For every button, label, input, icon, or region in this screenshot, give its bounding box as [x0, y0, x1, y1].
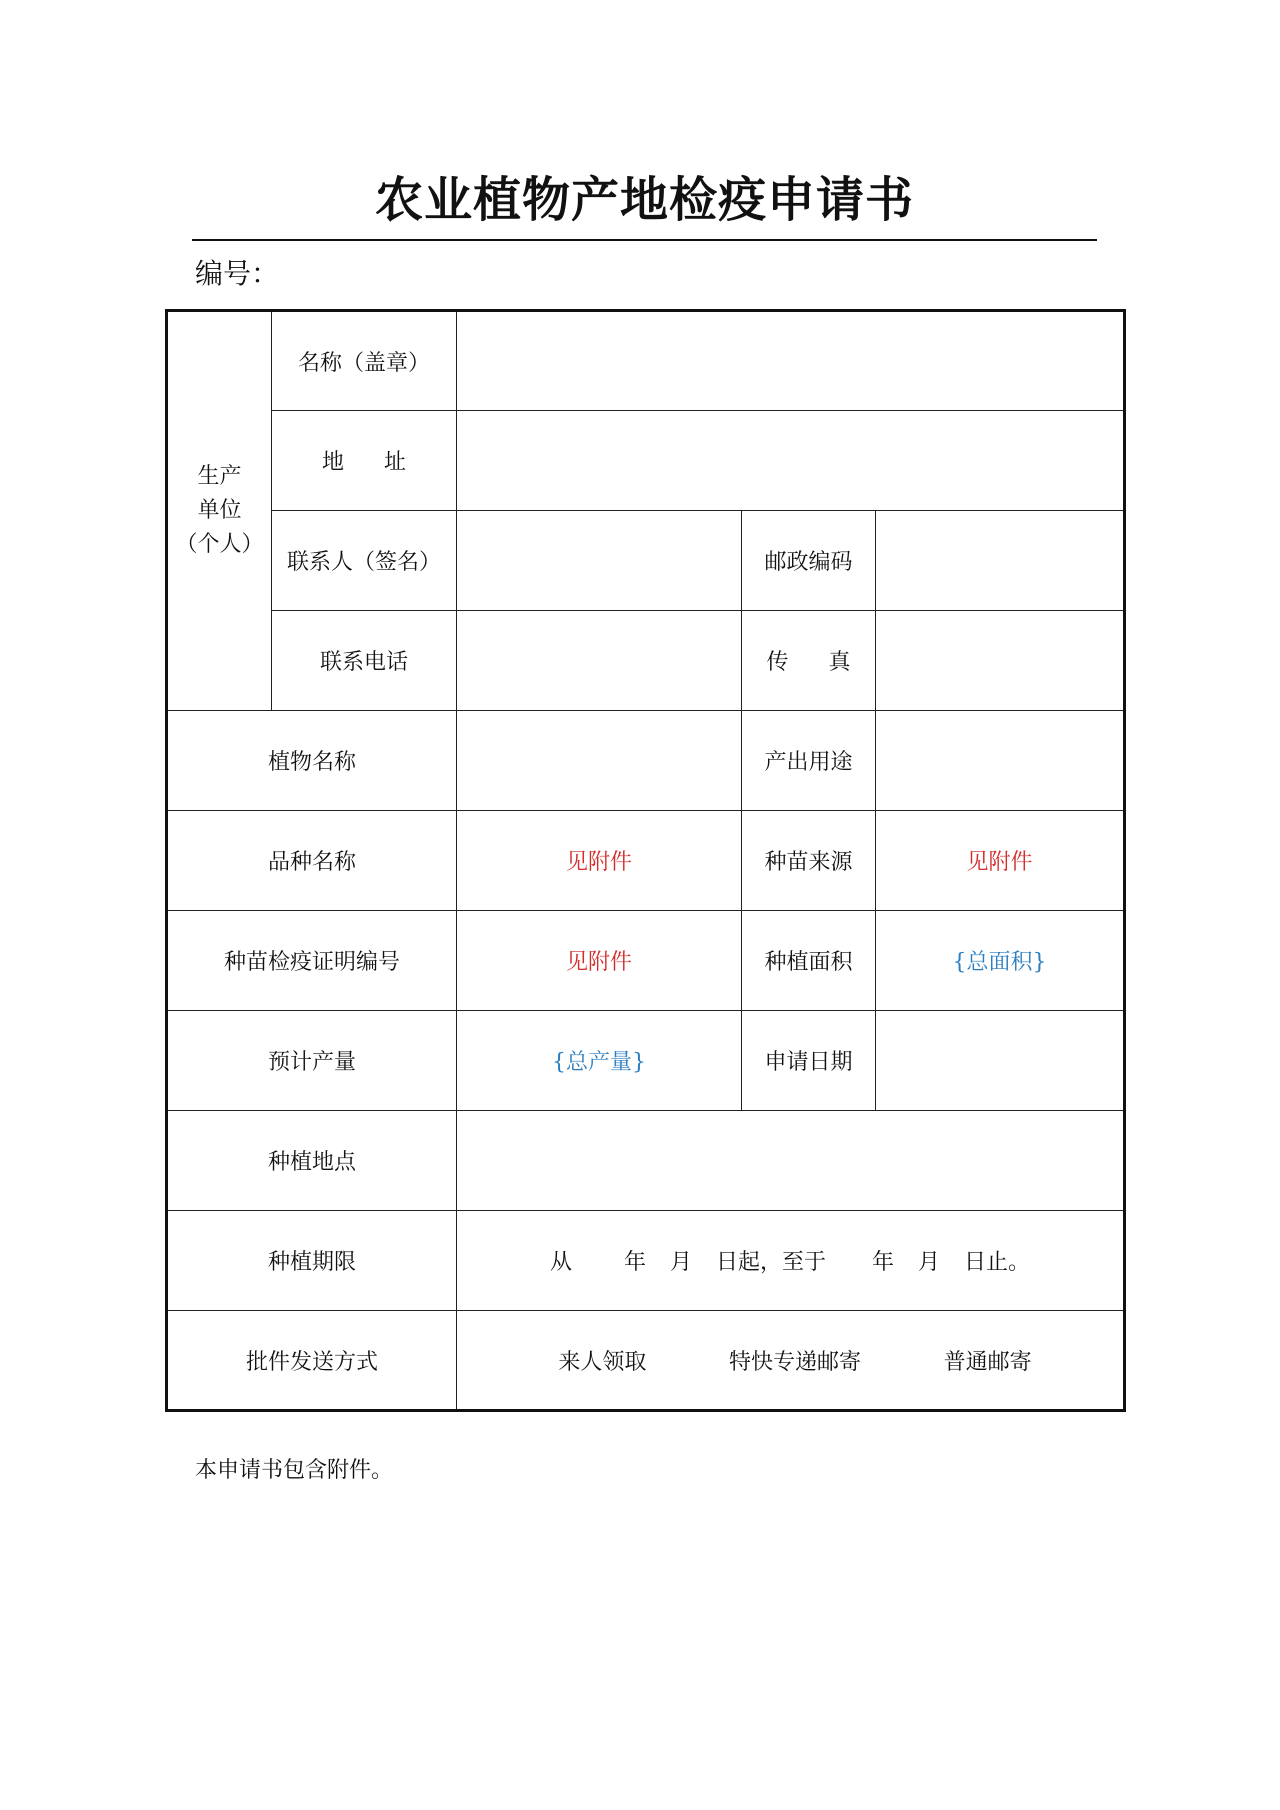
- address-label: 地 址: [272, 411, 457, 511]
- delivery-option-pickup[interactable]: 来人领取: [558, 1349, 647, 1375]
- table-row: [167, 1211, 1125, 1311]
- table-row: [167, 811, 1125, 911]
- producer-group-label-line: 生产: [197, 464, 242, 489]
- plant-name-label: 植物名称: [167, 711, 457, 811]
- serial-number-label: 编号：: [195, 257, 280, 290]
- producer-group-label-line: 单位: [197, 498, 242, 523]
- variety-value[interactable]: 见附件: [457, 811, 742, 911]
- period-label: 种植期限: [167, 1211, 457, 1311]
- delivery-option-regular[interactable]: 普通邮寄: [943, 1349, 1032, 1375]
- page-title: 农业植物产地检疫申请书: [374, 172, 914, 228]
- quarantine-cert-value[interactable]: 见附件: [457, 911, 742, 1011]
- contact-person-field[interactable]: [457, 511, 742, 611]
- application-form-table: [165, 309, 1126, 1412]
- usage-label: 产出用途: [742, 711, 876, 811]
- fax-field[interactable]: [876, 611, 1125, 711]
- table-row: [167, 1111, 1125, 1211]
- delivery-label: 批件发送方式: [167, 1311, 457, 1411]
- table-row: [167, 711, 1125, 811]
- apply-date-label: 申请日期: [742, 1011, 876, 1111]
- footnote: 本申请书包含附件。: [195, 1458, 394, 1483]
- address-field[interactable]: [457, 411, 1125, 511]
- table-row: [167, 1011, 1125, 1111]
- postal-code-label: 邮政编码: [742, 511, 876, 611]
- planting-area-value[interactable]: {总面积}: [876, 911, 1125, 1011]
- usage-field[interactable]: [876, 711, 1125, 811]
- location-label: 种植地点: [167, 1111, 457, 1211]
- fax-label: 传 真: [742, 611, 876, 711]
- producer-name-label: 名称（盖章）: [272, 311, 457, 411]
- apply-date-field[interactable]: [876, 1011, 1125, 1111]
- plant-name-field[interactable]: [457, 711, 742, 811]
- delivery-options: [457, 1311, 1125, 1411]
- period-field[interactable]: [457, 1211, 1125, 1311]
- producer-group-label-line: （个人）: [175, 532, 264, 557]
- delivery-option-express[interactable]: 特快专递邮寄: [729, 1349, 862, 1375]
- quarantine-cert-label: 种苗检疫证明编号: [167, 911, 457, 1011]
- table-row: [167, 511, 1125, 611]
- seedling-source-label: 种苗来源: [742, 811, 876, 911]
- expected-yield-label: 预计产量: [167, 1011, 457, 1111]
- phone-field[interactable]: [457, 611, 742, 711]
- contact-person-label: 联系人（签名）: [272, 511, 457, 611]
- planting-area-label: 种植面积: [742, 911, 876, 1011]
- seedling-source-value[interactable]: 见附件: [876, 811, 1125, 911]
- phone-label: 联系电话: [272, 611, 457, 711]
- period-text: 从 年 月 日起，至于 年 月 日止。: [549, 1250, 1031, 1275]
- variety-label: 品种名称: [167, 811, 457, 911]
- table-row: [167, 1311, 1125, 1411]
- producer-name-field[interactable]: [457, 311, 1125, 411]
- title-divider: [192, 239, 1097, 241]
- table-row: [167, 411, 1125, 511]
- expected-yield-value[interactable]: {总产量}: [457, 1011, 742, 1111]
- postal-code-field[interactable]: [876, 511, 1125, 611]
- table-row: [167, 911, 1125, 1011]
- table-row: [167, 311, 1125, 411]
- location-field[interactable]: [457, 1111, 1125, 1211]
- producer-group-label: [167, 311, 272, 711]
- table-row: [167, 611, 1125, 711]
